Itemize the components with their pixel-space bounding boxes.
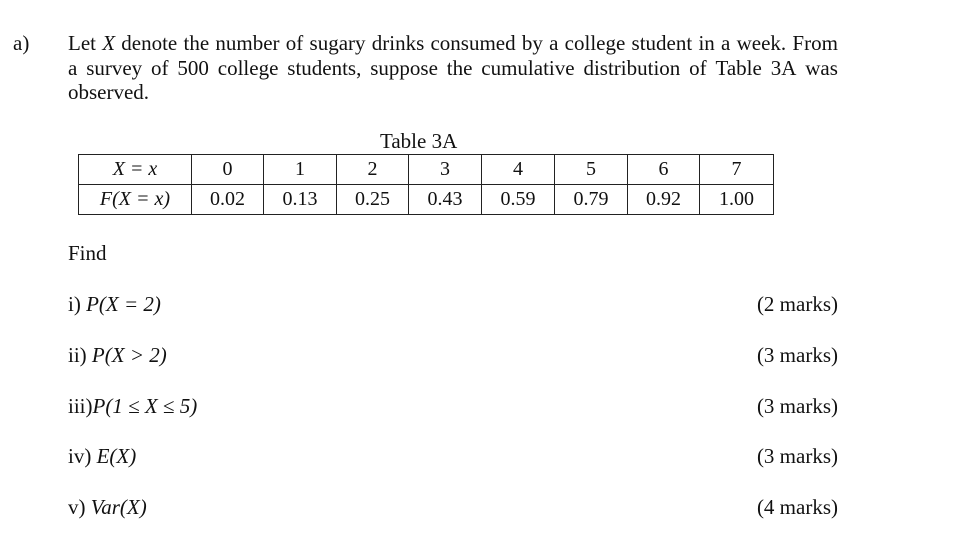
- table-cell-f: 0.43: [409, 185, 482, 215]
- question-marks: (3 marks): [756, 343, 838, 367]
- table-row-f: [79, 185, 774, 215]
- table-cell-f: 0.02: [192, 185, 264, 215]
- question-marks: (3 marks): [756, 444, 838, 468]
- question-label: ii): [68, 343, 87, 367]
- question-expression: Var(X): [90, 495, 147, 519]
- question-marks: (3 marks): [756, 394, 838, 418]
- table-cell-f: 0.79: [555, 185, 628, 215]
- table-cell-x: 7: [700, 155, 774, 185]
- find-label: Find: [68, 241, 107, 265]
- question-label: iii): [68, 394, 93, 418]
- part-label: a): [13, 31, 30, 55]
- question-intro: [68, 31, 838, 105]
- table-cell-x: 4: [482, 155, 555, 185]
- table-cell-f: 0.92: [628, 185, 700, 215]
- table-cell-f: 1.00: [700, 185, 774, 215]
- intro-line-2: a survey of 500 college students, suppose the cumulative distribution of Table 3A was: [68, 55, 838, 80]
- question-label: i): [68, 292, 81, 316]
- table-title: Table 3A: [380, 129, 458, 153]
- question-item-2: [68, 343, 838, 368]
- question-marks: (4 marks): [756, 495, 838, 519]
- question-marks: (2 marks): [756, 292, 838, 316]
- table-cell-x: 6: [628, 155, 700, 185]
- intro-line-1: Let X denote the number of sugary drinks consumed by a college student in a week. From: [68, 31, 838, 55]
- question-item-3: [68, 394, 838, 419]
- question-label: iv): [68, 444, 92, 468]
- row-header-x: X = x: [79, 155, 192, 185]
- table-cell-f: 0.13: [264, 185, 337, 215]
- table-cell-f: 0.59: [482, 185, 555, 215]
- question-label: v): [68, 495, 86, 519]
- intro-line-3: observed.: [68, 80, 150, 104]
- table-row-x: [79, 155, 774, 185]
- row-header-f: F(X = x): [79, 185, 192, 215]
- distribution-table: [78, 154, 774, 215]
- question-expression: P(X > 2): [91, 343, 167, 367]
- question-item-4: [68, 444, 838, 469]
- question-item-5: [68, 495, 838, 520]
- table-cell-x: 0: [192, 155, 264, 185]
- table-cell-f: 0.25: [337, 185, 409, 215]
- table-cell-x: 2: [337, 155, 409, 185]
- question-expression: P(X = 2): [86, 292, 161, 316]
- question-expression: E(X): [96, 444, 137, 468]
- table-cell-x: 1: [264, 155, 337, 185]
- question-expression: P(1 ≤ X ≤ 5): [92, 394, 198, 418]
- question-item-1: [68, 292, 838, 317]
- table-cell-x: 5: [555, 155, 628, 185]
- table-cell-x: 3: [409, 155, 482, 185]
